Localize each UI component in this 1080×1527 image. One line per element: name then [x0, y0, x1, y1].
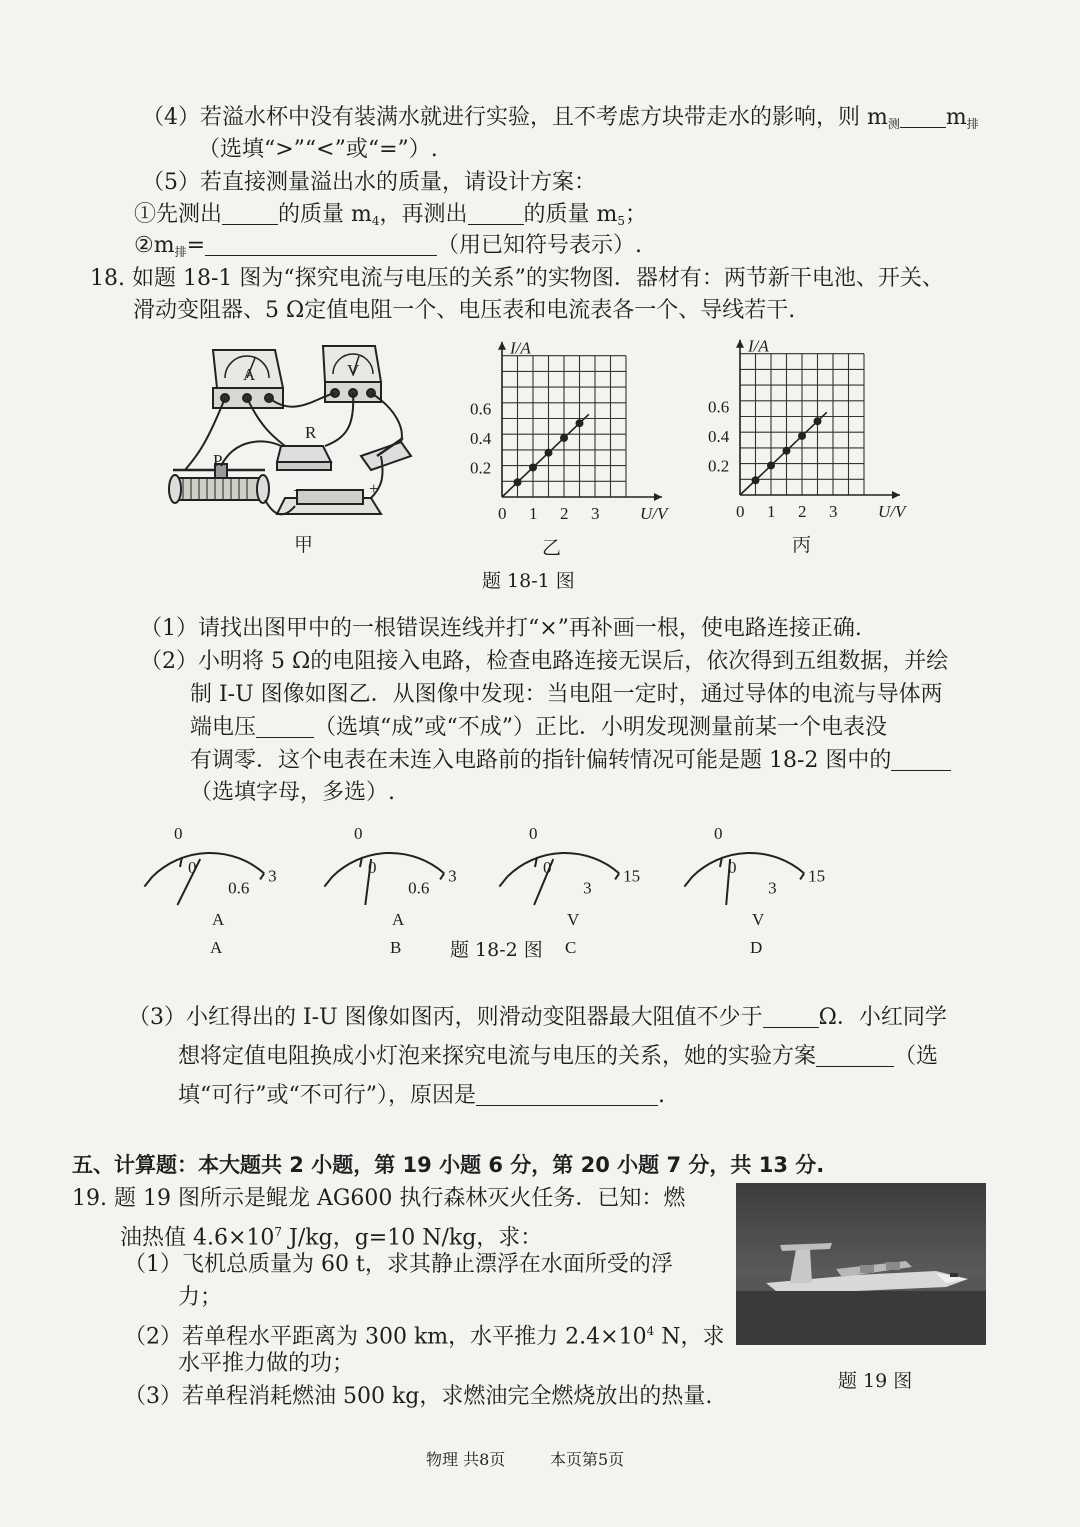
- y-tick-label: 0.4: [708, 426, 730, 446]
- ammeter-label: A: [243, 365, 256, 384]
- answer-blank[interactable]: [256, 715, 314, 738]
- q18-part2-line2: 制 I-U 图像如图乙．从图像中发现：当电阻一定时，通过导体的电流与导体两: [190, 682, 943, 707]
- data-point: [814, 417, 822, 425]
- dial-option-letter: D: [750, 938, 763, 957]
- q19-part1-line1: （1）飞机总质量为 60 t，求其静止漂浮在水面所受的浮: [124, 1252, 673, 1277]
- q18-part3-line2: 想将定值电阻换成小灯泡来探究电流与电压的关系，她的实验方案 （选: [178, 1044, 939, 1069]
- x-tick-label: 3: [591, 504, 600, 523]
- data-point: [752, 476, 760, 484]
- q19-part2-line1: （2）若单程水平距离为 300 km，水平推力 $2.4\times 10^4$ N，求: [124, 1324, 725, 1350]
- data-point: [798, 432, 806, 440]
- q19-line2: 油热值 $4.6\times 10^7$ J/kg，g=10 N/kg，求：: [120, 1225, 543, 1251]
- q17-part5-heading: （5）若直接测量溢出水的质量，请设计方案：: [142, 170, 596, 195]
- dial-mid-label: 0.6: [228, 878, 250, 898]
- answer-blank[interactable]: [891, 748, 951, 771]
- fig-label-jia: 甲: [294, 534, 314, 556]
- x-axis-arrow: [892, 491, 900, 499]
- x-tick-label: 2: [560, 504, 569, 523]
- footer-page-number: 本页第5页: [550, 1450, 625, 1469]
- x-axis-label: U/V: [640, 504, 668, 523]
- dial-unit-label: A: [392, 910, 405, 929]
- y-tick-label: 0.6: [470, 399, 492, 419]
- answer-blank[interactable]: [222, 202, 278, 225]
- answer-blank[interactable]: [476, 1083, 658, 1106]
- q18-intro-line2: 滑动变阻器、5 Ω定值电阻一个、电压表和电流表各一个、导线若干.: [133, 298, 796, 323]
- dial-top-zero-label: 0: [174, 824, 183, 843]
- dial-D: [684, 824, 825, 957]
- data-point: [767, 461, 775, 469]
- svg-text:+: +: [369, 479, 379, 498]
- dial-scale-arc: [692, 853, 804, 877]
- q19-part2-line2: 水平推力做的功；: [178, 1351, 355, 1376]
- dial-top-zero-label: 0: [354, 824, 363, 843]
- y-tick-label: 0.2: [470, 458, 492, 478]
- dial-scale-tick: [144, 877, 152, 887]
- y-tick-label: 0.4: [470, 428, 492, 448]
- resistor-label: R: [305, 423, 317, 442]
- dial-option-letter: C: [565, 938, 577, 957]
- x-tick-label: 2: [798, 502, 807, 521]
- fig-label-bing: 丙: [792, 534, 812, 556]
- dial-end-tick: [440, 873, 444, 879]
- dial-unit-label: V: [567, 910, 580, 929]
- answer-blank[interactable]: [763, 1005, 819, 1028]
- y-axis-label: I/A: [510, 338, 531, 358]
- dial-inner-zero-label: 0: [728, 858, 737, 877]
- dial-unit-label: A: [212, 910, 225, 929]
- dial-end-tick: [800, 873, 804, 879]
- fig-19-caption: 题 19 图: [838, 1370, 913, 1392]
- dial-unit-label: V: [752, 910, 765, 929]
- answer-blank[interactable]: [816, 1044, 894, 1067]
- q19-part1-line2: 力；: [178, 1285, 223, 1310]
- y-axis-arrow: [498, 342, 506, 350]
- section-5-heading: 五、计算题：本大题共 2 小题，第 19 小题 6 分，第 20 小题 7 分，共 13 分.: [72, 1153, 825, 1177]
- q19-part3: （3）若单程消耗燃油 500 kg，求燃油完全燃烧放出的热量.: [124, 1384, 713, 1409]
- aircraft-photo: [736, 1183, 986, 1345]
- subscript: 测: [887, 117, 900, 131]
- dial-A: [144, 824, 276, 957]
- fig-18-2-caption: 题 18-2 图: [450, 939, 543, 961]
- data-point: [545, 449, 553, 457]
- rheostat-slider-label: P: [213, 451, 223, 470]
- dial-end-label: 3: [268, 866, 277, 886]
- q18-intro-line1: 18. 如题 18-1 图为“探究电流与电压的关系”的实物图．器材有：两节新干电池、开关、: [90, 266, 944, 291]
- answer-blank[interactable]: [468, 202, 524, 225]
- answer-blank[interactable]: [205, 233, 437, 256]
- footer-total-pages: 物理 共8页: [426, 1450, 506, 1469]
- dial-scale-tick: [684, 877, 692, 887]
- dial-inner-zero-label: 0: [543, 858, 552, 877]
- graph-yi: [470, 338, 670, 532]
- q18-part2-line5: （选填字母，多选）.: [190, 780, 395, 805]
- dial-end-tick: [615, 873, 619, 879]
- data-point: [560, 434, 568, 442]
- y-tick-label: 0.6: [708, 397, 730, 417]
- q17-part4-line1: （4）若溢水杯中没有装满水就进行实验，且不考虑方块带走水的影响，则 $m_测$ $m_排$: [142, 105, 979, 131]
- dial-B: [324, 824, 456, 957]
- data-point: [529, 463, 537, 471]
- dial-scale-tick: [324, 877, 332, 887]
- q17-part4-line2: （选填“>”“<”或“=”）.: [198, 137, 438, 162]
- dial-option-letter: B: [390, 938, 402, 957]
- x-axis-label: U/V: [878, 502, 906, 521]
- y-axis-arrow: [736, 340, 744, 348]
- dial-end-label: 3: [448, 866, 457, 886]
- dial-mid-label: 0.6: [408, 878, 430, 898]
- q18-part3-line1: （3）小红得出的 I-U 图像如图丙，则滑动变阻器最大阻值不少于 Ω．小红同学: [128, 1005, 947, 1030]
- q18-part2-line4: 有调零．这个电表在未连入电路前的指针偏转情况可能是题 18-2 图中的: [190, 746, 951, 776]
- q19-line1: 19. 题 19 图所示是鲲龙 AG600 执行森林灭火任务．已知：燃: [72, 1186, 686, 1211]
- dial-mid-label: 3: [768, 878, 777, 898]
- dial-end-label: 15: [623, 866, 641, 886]
- dial-end-label: 15: [808, 866, 826, 886]
- x-tick-label: 3: [829, 502, 838, 521]
- dial-scale-tick: [499, 877, 507, 887]
- q18-part2-line1: （2）小明将 5 Ω的电阻接入电路，检查电路连接无误后，依次得到五组数据，并绘: [140, 649, 949, 674]
- data-point: [783, 447, 791, 455]
- q18-part1: （1）请找出图甲中的一根错误连线并打“×”再补画一根，使电路连接正确.: [140, 616, 862, 641]
- dial-scale-arc: [332, 853, 444, 877]
- graph-bing: [708, 336, 908, 530]
- dial-inner-zero-label: 0: [188, 858, 197, 877]
- dial-top-zero-label: 0: [714, 824, 723, 843]
- dial-end-tick: [260, 873, 264, 879]
- dial-top-zero-label: 0: [529, 824, 538, 843]
- dial-scale-arc: [152, 853, 264, 877]
- circuit-diagram-jia: [165, 338, 425, 528]
- answer-blank[interactable]: [900, 105, 946, 128]
- fig-18-1-caption: 题 18-1 图: [482, 570, 575, 592]
- dial-option-letter: A: [210, 938, 223, 957]
- x-tick-label: 1: [767, 502, 776, 521]
- y-tick-label: 0.2: [708, 456, 730, 476]
- y-axis-label: I/A: [748, 336, 769, 356]
- dial-scale-arc: [507, 853, 619, 877]
- voltmeter-label: V: [347, 361, 360, 380]
- x-tick-label: 0: [498, 504, 507, 523]
- x-tick-label: 1: [529, 504, 538, 523]
- dial-inner-zero-label: 0: [368, 858, 377, 877]
- q18-part2-line3: 端电压 （选填“成”或“不成”）正比．小明发现测量前某一个电表没: [190, 715, 888, 740]
- x-axis-arrow: [654, 493, 662, 501]
- q17-part5-step2: $②m_排=$ （用已知符号表示）.: [134, 233, 643, 259]
- svg-text:−: −: [293, 481, 303, 500]
- data-point: [514, 478, 522, 486]
- subscript: 排: [966, 117, 979, 131]
- x-tick-label: 0: [736, 502, 745, 521]
- q18-part3-line3: 填“可行”或“不可行”），原因是 .: [178, 1083, 665, 1108]
- fig-label-yi: 乙: [542, 537, 562, 559]
- data-point: [576, 419, 584, 427]
- dial-mid-label: 3: [583, 878, 592, 898]
- q17-part5-step1: ①先测出 的质量 $m_4$，再测出 的质量 $m_5$；: [134, 202, 648, 228]
